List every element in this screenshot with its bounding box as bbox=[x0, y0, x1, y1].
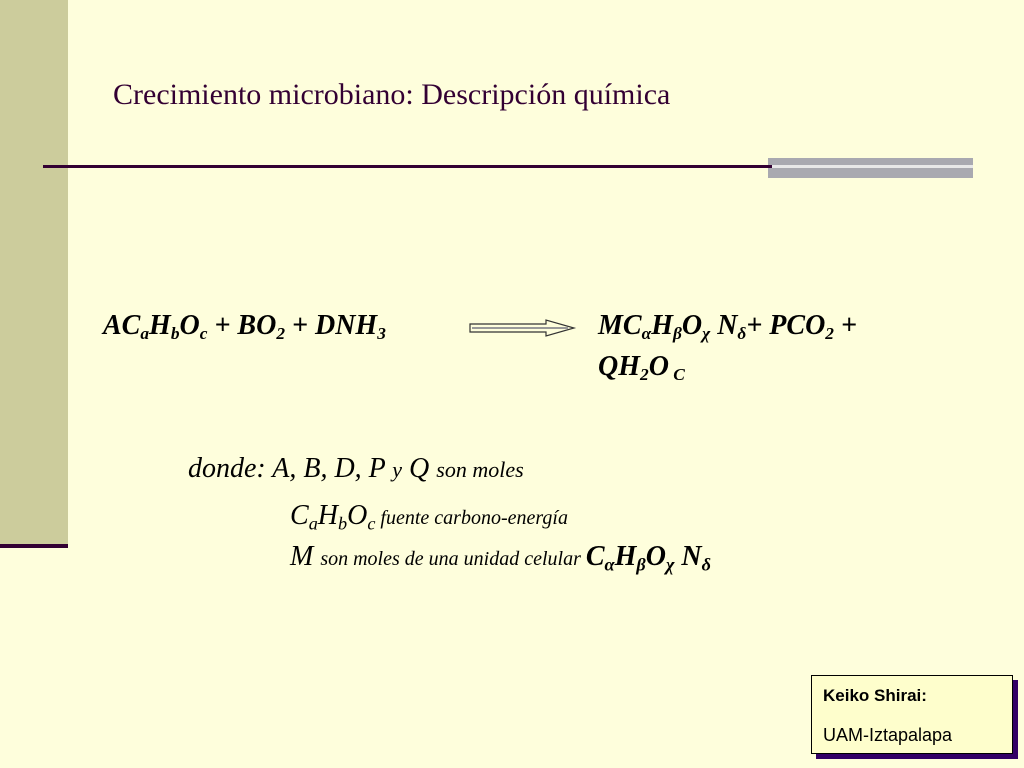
slide-title: Crecimiento microbiano: Descripción química bbox=[113, 78, 671, 111]
equation-products-line-1: $MC_\alpha H_\beta O_\chi$ $N_\delta+ PCO_2$ + bbox=[598, 310, 857, 344]
title-accent-stripe bbox=[768, 165, 973, 168]
title-rule bbox=[43, 165, 772, 168]
title-accent-bar bbox=[768, 158, 973, 178]
author-institution: UAM-Iztapalapa bbox=[823, 725, 953, 745]
note-carbon-energy-source: $C_aH_bO_c$ fuente carbono-energía bbox=[290, 500, 568, 534]
author-credit-box bbox=[811, 675, 1013, 754]
sidebar-band bbox=[0, 0, 68, 544]
equation-reactants: $AC_aH_bO_c + BO_2 + DNH_3$ bbox=[103, 310, 386, 344]
note-where-moles: donde: A, B, D, P y Q son moles bbox=[188, 453, 524, 484]
right-arrow-icon bbox=[468, 319, 578, 337]
equation-products-line-2: $QH_2O$ $_C$ bbox=[598, 351, 685, 385]
sidebar-rule bbox=[0, 544, 68, 548]
author-name: Keiko Shirai: bbox=[823, 686, 927, 705]
note-cell-unit: M son moles de una unidad celular $C_\alpha H_\beta O_\chi$ $N_\delta$ bbox=[290, 541, 711, 575]
